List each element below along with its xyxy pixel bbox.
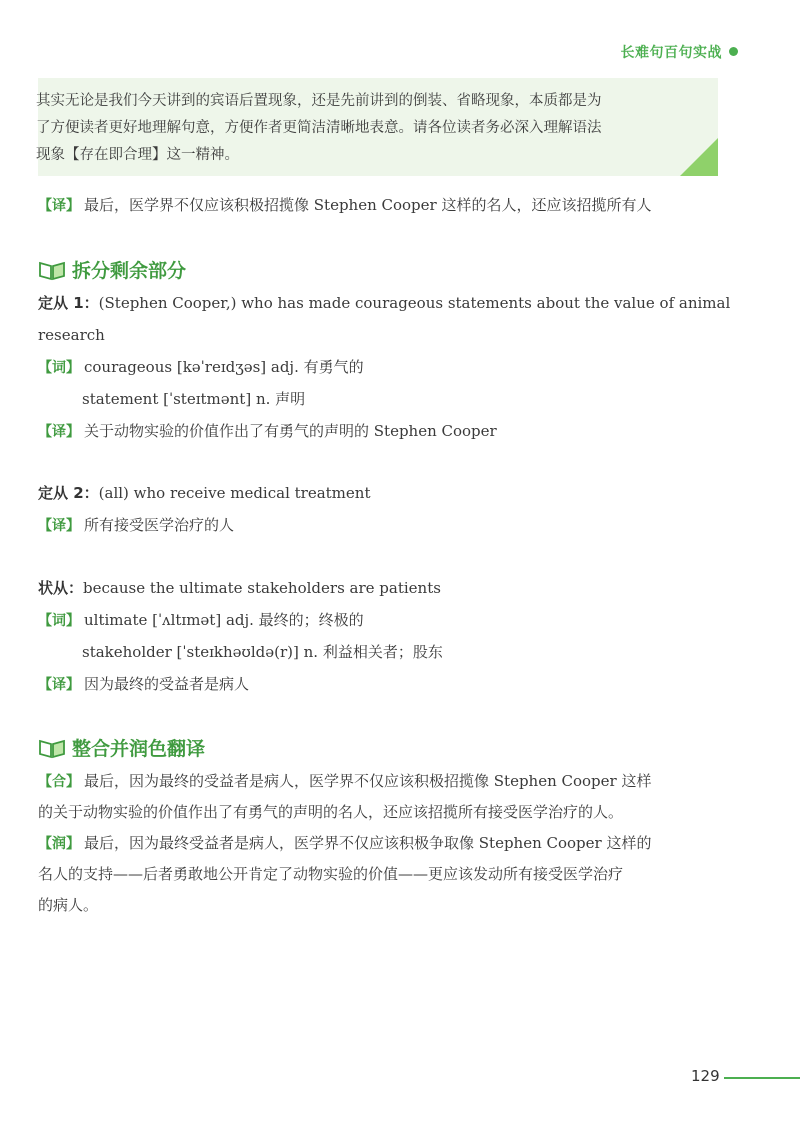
translation-text: 关于动物实验的价值作出了有勇气的声明的 Stephen Cooper — [84, 422, 497, 440]
clause1-vocab-line — [38, 356, 364, 379]
vocab-tag: 【词】 — [38, 613, 80, 629]
clause1-cont: research — [38, 326, 105, 344]
polished-text: 名人的支持——后者勇敢地公开肯定了动物实验的价值——更应该发动所有接受医学治疗 — [38, 865, 624, 883]
vocab-entry: ultimate [ˈʌltɪmət] adj. 最终的；终极的 — [84, 611, 364, 629]
combined-text: 的关于动物实验的价值作出了有勇气的声明的名人，还应该招揽所有接受医学治疗的人。 — [38, 803, 624, 821]
clause3-label: 状从： — [38, 579, 84, 597]
vocab-entry: statement [ˈsteɪtmənt] n. 声明 — [82, 390, 306, 408]
translation-text: 所有接受医学治疗的人 — [84, 516, 235, 534]
clause2-line — [38, 482, 370, 504]
note-line: 了方便读者更好地理解句意，方便作者更简洁清晰地表意。请各位读者务必深入理解语法 — [36, 120, 602, 136]
note-line: 现象【存在即合理】这一精神。 — [36, 147, 239, 163]
vocab-entry: stakeholder [ˈsteɪkhəʊldə(r)] n. 利益相关者；股东 — [82, 643, 443, 661]
clause2-translation — [38, 514, 234, 537]
polished-text: 的病人。 — [38, 896, 99, 914]
book-icon — [38, 737, 66, 759]
vocab-tag: 【词】 — [38, 360, 80, 376]
page-number: 129 — [691, 1067, 720, 1085]
combined-tag: 【合】 — [38, 774, 80, 790]
section-title-text: 拆分剩余部分 — [72, 260, 187, 282]
translation-tag: 【译】 — [38, 198, 80, 214]
running-header: 长难句百句实战 — [620, 45, 722, 61]
clause2-text: (all) who receive medical treatment — [98, 484, 371, 502]
translation-tag: 【译】 — [38, 677, 80, 693]
polished-tag: 【润】 — [38, 836, 80, 852]
clause3-text: because the ultimate stakeholders are patients — [83, 579, 441, 597]
translation-text: 因为最终的受益者是病人 — [84, 675, 250, 693]
section-title-integrate — [38, 734, 205, 761]
combined-line — [38, 770, 651, 793]
clause3-vocab-line — [38, 609, 364, 632]
clause1-translation — [38, 420, 497, 443]
header-dot-icon — [729, 47, 738, 56]
combined-text: 最后，因为最终的受益者是病人，医学界不仅应该积极招揽像 Stephen Cooper 这样 — [84, 772, 652, 790]
note-line: 其实无论是我们今天讲到的宾语后置现象，还是先前讲到的倒装、省略现象，本质都是为 — [36, 93, 602, 109]
translation-text: 最后，医学界不仅应该积极招揽像 Stephen Cooper 这样的名人，还应该招揽所有人 — [84, 196, 652, 214]
section-title-split — [38, 256, 186, 283]
note-text — [36, 88, 676, 169]
page-rule — [724, 1077, 800, 1079]
page-fold-icon — [680, 138, 718, 176]
section-title-text: 整合并润色翻译 — [72, 738, 206, 760]
polished-line — [38, 832, 651, 855]
book-icon — [38, 259, 66, 281]
clause1-text: (Stephen Cooper,) who has made courageous statements about the value of animal — [98, 294, 731, 312]
clause2-label: 定从 2： — [38, 484, 99, 502]
clause1-label: 定从 1： — [38, 294, 99, 312]
clause3-translation — [38, 673, 249, 696]
translation-tag: 【译】 — [38, 518, 80, 534]
vocab-entry: courageous [kəˈreɪdʒəs] adj. 有勇气的 — [84, 358, 364, 376]
clause3-line — [38, 577, 441, 599]
top-translation — [38, 194, 651, 217]
translation-tag: 【译】 — [38, 424, 80, 440]
clause1-line — [38, 292, 730, 314]
polished-text: 最后，因为最终受益者是病人，医学界不仅应该积极争取像 Stephen Cooper 这样的 — [84, 834, 652, 852]
